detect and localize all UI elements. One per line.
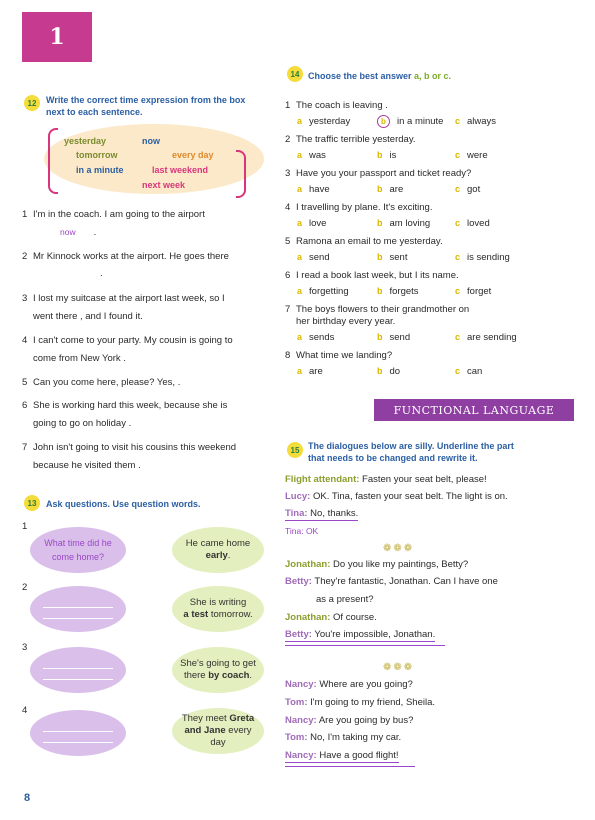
rewrite-answer: Tina: OK: [285, 526, 319, 536]
ex13-item-number: 2: [22, 582, 28, 593]
option-a[interactable]: a yesterday: [297, 116, 351, 127]
ex12-item: 5 Can you come here, please? Yes, .: [22, 377, 181, 388]
ex14-options: [285, 331, 585, 344]
ex14-options: [285, 365, 585, 378]
ex14-options: [285, 217, 585, 230]
exercise-14-number: 14: [287, 66, 303, 82]
ex12-item-line: going to go on holiday .: [33, 418, 132, 429]
option-c[interactable]: c were: [455, 150, 488, 161]
option-c[interactable]: c always: [455, 116, 497, 127]
exercise-13-instruction: Ask questions. Use question words.: [46, 499, 201, 509]
ex14-question-continued: her birthday every year.: [296, 316, 396, 327]
option-c[interactable]: c loved: [455, 218, 490, 229]
ex14-question: 4 I travelling by plane. It's exciting.: [285, 202, 433, 213]
ex14-options: [285, 183, 585, 196]
ex14-question: 5 Ramona an email to me yesterday.: [285, 236, 443, 247]
ex12-item-answer-line: now .: [60, 227, 97, 238]
answer-bubble: He came home early.: [172, 527, 264, 573]
dialogue-line: Nancy: Where are you going?: [285, 679, 413, 690]
dialogue-line: Flight attendant: Fasten your seat belt, please!: [285, 474, 487, 485]
box-word: in a minute: [76, 165, 124, 175]
ex12-item-line: .: [100, 268, 103, 279]
option-c[interactable]: c are sending: [455, 332, 517, 343]
option-a[interactable]: a have: [297, 184, 330, 195]
dialogue-line: Jonathan: Do you like my paintings, Betty?: [285, 559, 469, 570]
option-a[interactable]: a love: [297, 218, 327, 229]
option-b[interactable]: b send: [377, 332, 411, 343]
page-number: 8: [24, 792, 31, 804]
ex12-item: 1 I'm in the coach. I am going to the airport: [22, 209, 205, 220]
ex14-options: [285, 149, 585, 162]
dialogue-line: Betty: They're fantastic, Jonathan. Can I have one: [285, 576, 498, 587]
ex13-item-number: 4: [22, 705, 28, 716]
rewrite-line[interactable]: [285, 645, 445, 646]
box-word: last weekend: [152, 165, 209, 175]
question-bubble[interactable]: [30, 586, 126, 632]
question-bubble[interactable]: [30, 647, 126, 693]
dialogue-line[interactable]: Betty: You're impossible, Jonathan.: [285, 629, 436, 640]
ex12-item: 4 I can't come to your party. My cousin is going to: [22, 335, 233, 346]
answer-bubble: She's going to get there by coach.: [172, 647, 264, 693]
ex12-item: 6 She is working hard this week, because she is: [22, 400, 228, 411]
dialogue-line: Tom: I'm going to my friend, Sheila.: [285, 697, 436, 708]
dialogue-line[interactable]: Nancy: Have a good flight!: [285, 750, 399, 761]
box-word: yesterday: [64, 136, 107, 146]
ex12-item-line: because he visited them .: [33, 460, 141, 471]
exercise-15-number: 15: [287, 442, 303, 458]
option-b[interactable]: b in a minute: [377, 115, 443, 128]
unit-tab: 1: [22, 12, 92, 62]
ex14-options: [285, 251, 585, 264]
dialogue-line: Tom: No, I'm taking my car.: [285, 732, 402, 743]
ex13-item-number: 1: [22, 521, 28, 532]
answer-bubble: They meet Greta and Jane every day: [172, 708, 264, 754]
functional-language-banner: FUNCTIONAL LANGUAGE: [374, 399, 574, 421]
option-c[interactable]: c can: [455, 366, 483, 377]
dialogue-line[interactable]: Tina: No, thanks.: [285, 508, 359, 519]
exercise-12-instruction: Write the correct time expression from the box next to each sentence.: [46, 95, 246, 117]
ex13-item-number: 3: [22, 642, 28, 653]
exercise-14-list: [285, 100, 585, 378]
option-a[interactable]: a sends: [297, 332, 335, 343]
rewrite-line[interactable]: [285, 766, 415, 767]
dialogue-line: Lucy: OK. Tina, fasten your seat belt. The light is on.: [285, 491, 508, 502]
option-a[interactable]: a was: [297, 150, 326, 161]
ex14-question: 6 I read a book last week, but I its name.: [285, 270, 459, 281]
option-a[interactable]: a forgetting: [297, 286, 349, 297]
dialogue-line: as a present?: [316, 594, 374, 605]
question-bubble[interactable]: What time did he come home?: [30, 527, 126, 573]
exercise-14-instruction: Choose the best answer a, b or c.: [308, 71, 452, 81]
option-b[interactable]: b is: [377, 150, 397, 161]
answer-bubble: She is writing a test tomorrow.: [172, 586, 264, 632]
option-b[interactable]: b forgets: [377, 286, 419, 297]
option-c[interactable]: c got: [455, 184, 481, 195]
box-bracket-left: [48, 128, 58, 194]
option-c[interactable]: c is sending: [455, 252, 510, 263]
box-word: now: [142, 136, 160, 146]
ex12-item: 3 I lost my suitcase at the airport last week, so I: [22, 293, 225, 304]
box-bracket-right: [236, 150, 246, 198]
option-b[interactable]: b are: [377, 184, 404, 195]
divider-swirl: ❁❁❁: [383, 662, 415, 673]
ex14-options: [285, 115, 585, 128]
question-bubble[interactable]: [30, 710, 126, 756]
ex14-question: 1 The coach is leaving .: [285, 100, 388, 111]
option-b[interactable]: b sent: [377, 252, 408, 263]
box-word: next week: [142, 180, 186, 190]
option-c[interactable]: c forget: [455, 286, 492, 297]
ex12-item-line: come from New York .: [33, 353, 126, 364]
option-a[interactable]: a are: [297, 366, 323, 377]
dialogue-line: Nancy: Are you going by bus?: [285, 715, 414, 726]
exercise-12-number: 12: [24, 95, 40, 111]
box-word: every day: [172, 150, 214, 160]
ex12-item: 7 John isn't going to visit his cousins this weekend: [22, 442, 237, 453]
box-word: tomorrow: [76, 150, 118, 160]
exercise-13-number: 13: [24, 495, 40, 511]
option-b[interactable]: b am loving: [377, 218, 431, 229]
ex14-options: [285, 285, 585, 298]
dialogue-line: Jonathan: Of course.: [285, 612, 377, 623]
ex14-question: 7 The boys flowers to their grandmother on: [285, 304, 470, 315]
selected-option-circle: b: [377, 115, 390, 128]
exercise-15-instruction: The dialogues below are silly. Underline the part that needs to be changed and rewrite it.: [308, 441, 514, 463]
option-b[interactable]: b do: [377, 366, 401, 377]
ex12-item-line: went there , and I found it.: [33, 311, 143, 322]
divider-swirl: ❁❁❁: [383, 543, 415, 554]
ex12-item: 2 Mr Kinnock works at the airport. He goes there: [22, 251, 229, 262]
ex14-question: 8 What time we landing?: [285, 350, 393, 361]
ex14-question: 2 The traffic terrible yesterday.: [285, 134, 416, 145]
option-a[interactable]: a send: [297, 252, 330, 263]
ex14-question: 3 Have you your passport and ticket ready?: [285, 168, 472, 179]
